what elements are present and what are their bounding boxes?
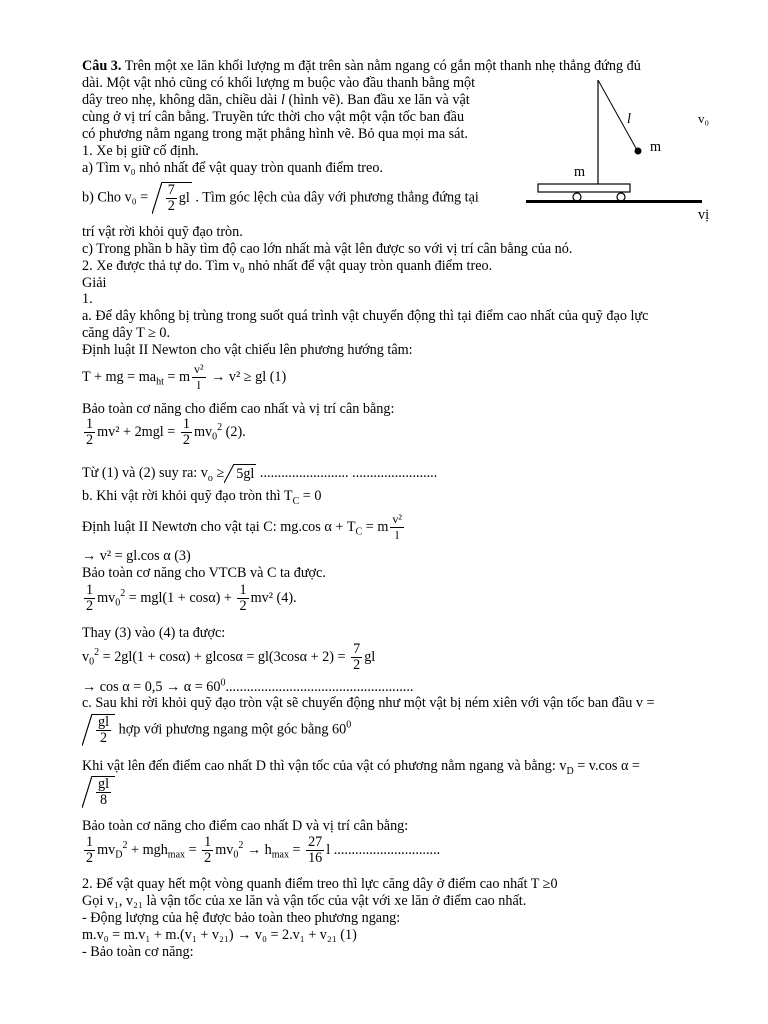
part-1a: a) Tìm v₀ nhỏ nhất để vật quay tròn quanh điểm treo. (82, 160, 383, 176)
solution-a-line-1: a. Để dây không bị trùng trong suốt quá trình vật chuyển động thì tại điểm cao nhất của quỹ đạo lực (82, 308, 649, 324)
cart-wheel-right (617, 193, 625, 201)
solution-2-line-3: - Động lượng của hệ được bảo toàn theo phương ngang: (82, 910, 401, 926)
solution-heading: Giải (82, 275, 107, 291)
part-1b-line-2: trí vật rời khỏi quỹ đạo tròn. (82, 224, 243, 240)
equation-hmax: $\frac{1}{2}$ $mv_D^2 + mgh_{max}$ = $\frac{1}{2}$ $mv_0^2 \to h_{max}$ = $\frac{27}{16}$ l .............................. (86, 834, 441, 866)
equation-momentum: m.v₀ = m.v₁ + m.(v₁ + v₂₁) → v₀ = 2.v₁ + v₂₁ (1) (82, 927, 357, 943)
ball-mass (635, 148, 642, 155)
solution-2-line-1: 2. Để vật quay hết một vòng quanh điểm treo thì lực căng dây ở điểm cao nhất T ≥0 (82, 876, 558, 892)
equation-newton-c: Định luật II Newtơn cho vật tại C: mg.cos $\alpha + T_C = m$ $\frac{\text{v²}}{l}$ (82, 512, 402, 542)
part-1: 1. Xe bị giữ cố định. (82, 143, 199, 159)
cart-body (538, 184, 630, 192)
solution-a-line-5: Bảo toàn cơ năng cho điểm cao nhất và vị trí cân bằng: (82, 401, 395, 417)
question-title: Câu 3. (82, 58, 122, 74)
part-1b-tail: vị (698, 207, 710, 223)
equation-v0-min: Từ (1) và (2) suy ra: $v_o \ge 5gl$ ......................... ........................ (82, 465, 438, 484)
solution-c-line-3: Khi vật lên đến điểm cao nhất D thì vận tốc của vật có phương nằm ngang và bằng: $v_D = v.\cos$ α = (82, 758, 640, 777)
solution-b-line-6: Thay (3) vào (4) ta được: (82, 625, 226, 641)
result-angle: → $\cos \alpha = 0,5 \to \alpha = 60^0$..................................................... (82, 677, 414, 695)
solution-b-line-4: Bảo toàn cơ năng cho VTCB và C ta được. (82, 565, 326, 581)
solution-part-1: 1. (82, 291, 93, 307)
question-line-1: Câu 3. Trên một xe lăn khối lượng m đặt trên sàn nằm ngang có gắn một thanh nhẹ thẳng đứng đủ (82, 58, 641, 74)
question-line-3: dây treo nhẹ, không dãn, chiều dài l (hình vẽ). Ban đầu xe lăn và vật (82, 92, 470, 108)
solution-c-line-5: Bảo toàn cơ năng cho điểm cao nhất D và vị trí cân bằng: (82, 818, 409, 834)
string-line (598, 80, 637, 150)
equation-newton-top: T + mg = $ma_{ht} = m$ $\frac{\text{v²}}{l}$ → v² ≥ gl (1) (82, 362, 287, 392)
equation-vD: $\frac{gl}{8}$ (82, 776, 115, 808)
question-line-5: có phương nằm ngang trong mặt phẳng hình vẽ. Bỏ qua mọi ma sát. (82, 126, 468, 142)
figure-drawing (520, 76, 720, 216)
solution-c-line-2: $\frac{gl}{2}$ hợp với phương ngang một góc bằng $60^0$ (82, 714, 351, 746)
question-line-4: cùng ở vị trí cân bằng. Truyền tức thời cho vật một vận tốc ban đầu (82, 109, 465, 125)
cart-wheel-left (573, 193, 581, 201)
solution-2-line-5: - Bảo toàn cơ năng: (82, 944, 194, 960)
label-ball-mass: m (650, 139, 662, 155)
question-line-2: dài. Một vật nhỏ cũng có khối lượng m buộc vào đầu thanh bằng một (82, 75, 476, 91)
part-1c: c) Trong phần b hãy tìm độ cao lớn nhất mà vật lên được so với vị trí cân bằng của nó. (82, 241, 573, 257)
solution-a-line-3: Định luật II Newton cho vật chiếu lên phương hướng tâm: (82, 342, 413, 358)
equation-substitution: $v_0^2 = 2gl(1 + \cos\alpha) + glcos\alpha = gl(3\cos\alpha + 2)$ = $\frac{7}{2}$ gl (82, 641, 376, 673)
label-cart-mass: m (574, 164, 586, 180)
solution-b-line-1: b. Khi vật rời khỏi quỹ đạo tròn thì $T_C = 0$ (82, 488, 322, 507)
equation-3: → v² = gl.cos α (3) (82, 548, 191, 564)
solution-2-line-2: Gọi v₁, v₂₁ là vận tốc của xe lăn và vận tốc của vật với xe lăn ở điểm cao nhất. (82, 893, 527, 909)
equation-4: $\frac{1}{2}$ $mv_0^2 = mgl(1 + \cos\alpha)$ + $\frac{1}{2}$ mv² (4). (86, 582, 297, 614)
label-length: l (627, 111, 631, 127)
part-2: 2. Xe được thả tự do. Tìm v₀ nhỏ nhất để vật quay tròn quanh điểm treo. (82, 258, 493, 274)
solution-c-line-1: c. Sau khi rời khỏi quỹ đạo tròn vật sẽ chuyển động như một vật bị ném xiên với vận tốc ban đầu v = (82, 695, 655, 711)
pendulum-cart-figure (520, 76, 720, 216)
solution-a-line-2: căng dây T ≥ 0. (82, 325, 171, 341)
equation-energy-top: $\frac{1}{2}$ mv² + 2mgl = $\frac{1}{2}$ $mv_0^2$ (2). (86, 416, 246, 448)
part-1b: b) Cho v₀ = $\frac{7}{2}$ gl . Tìm góc lệch của dây với phương thẳng đứng tại (82, 182, 479, 214)
label-velocity: v₀ (698, 111, 710, 126)
sqrt-expression: $\frac{7}{2}$ gl (152, 182, 192, 214)
